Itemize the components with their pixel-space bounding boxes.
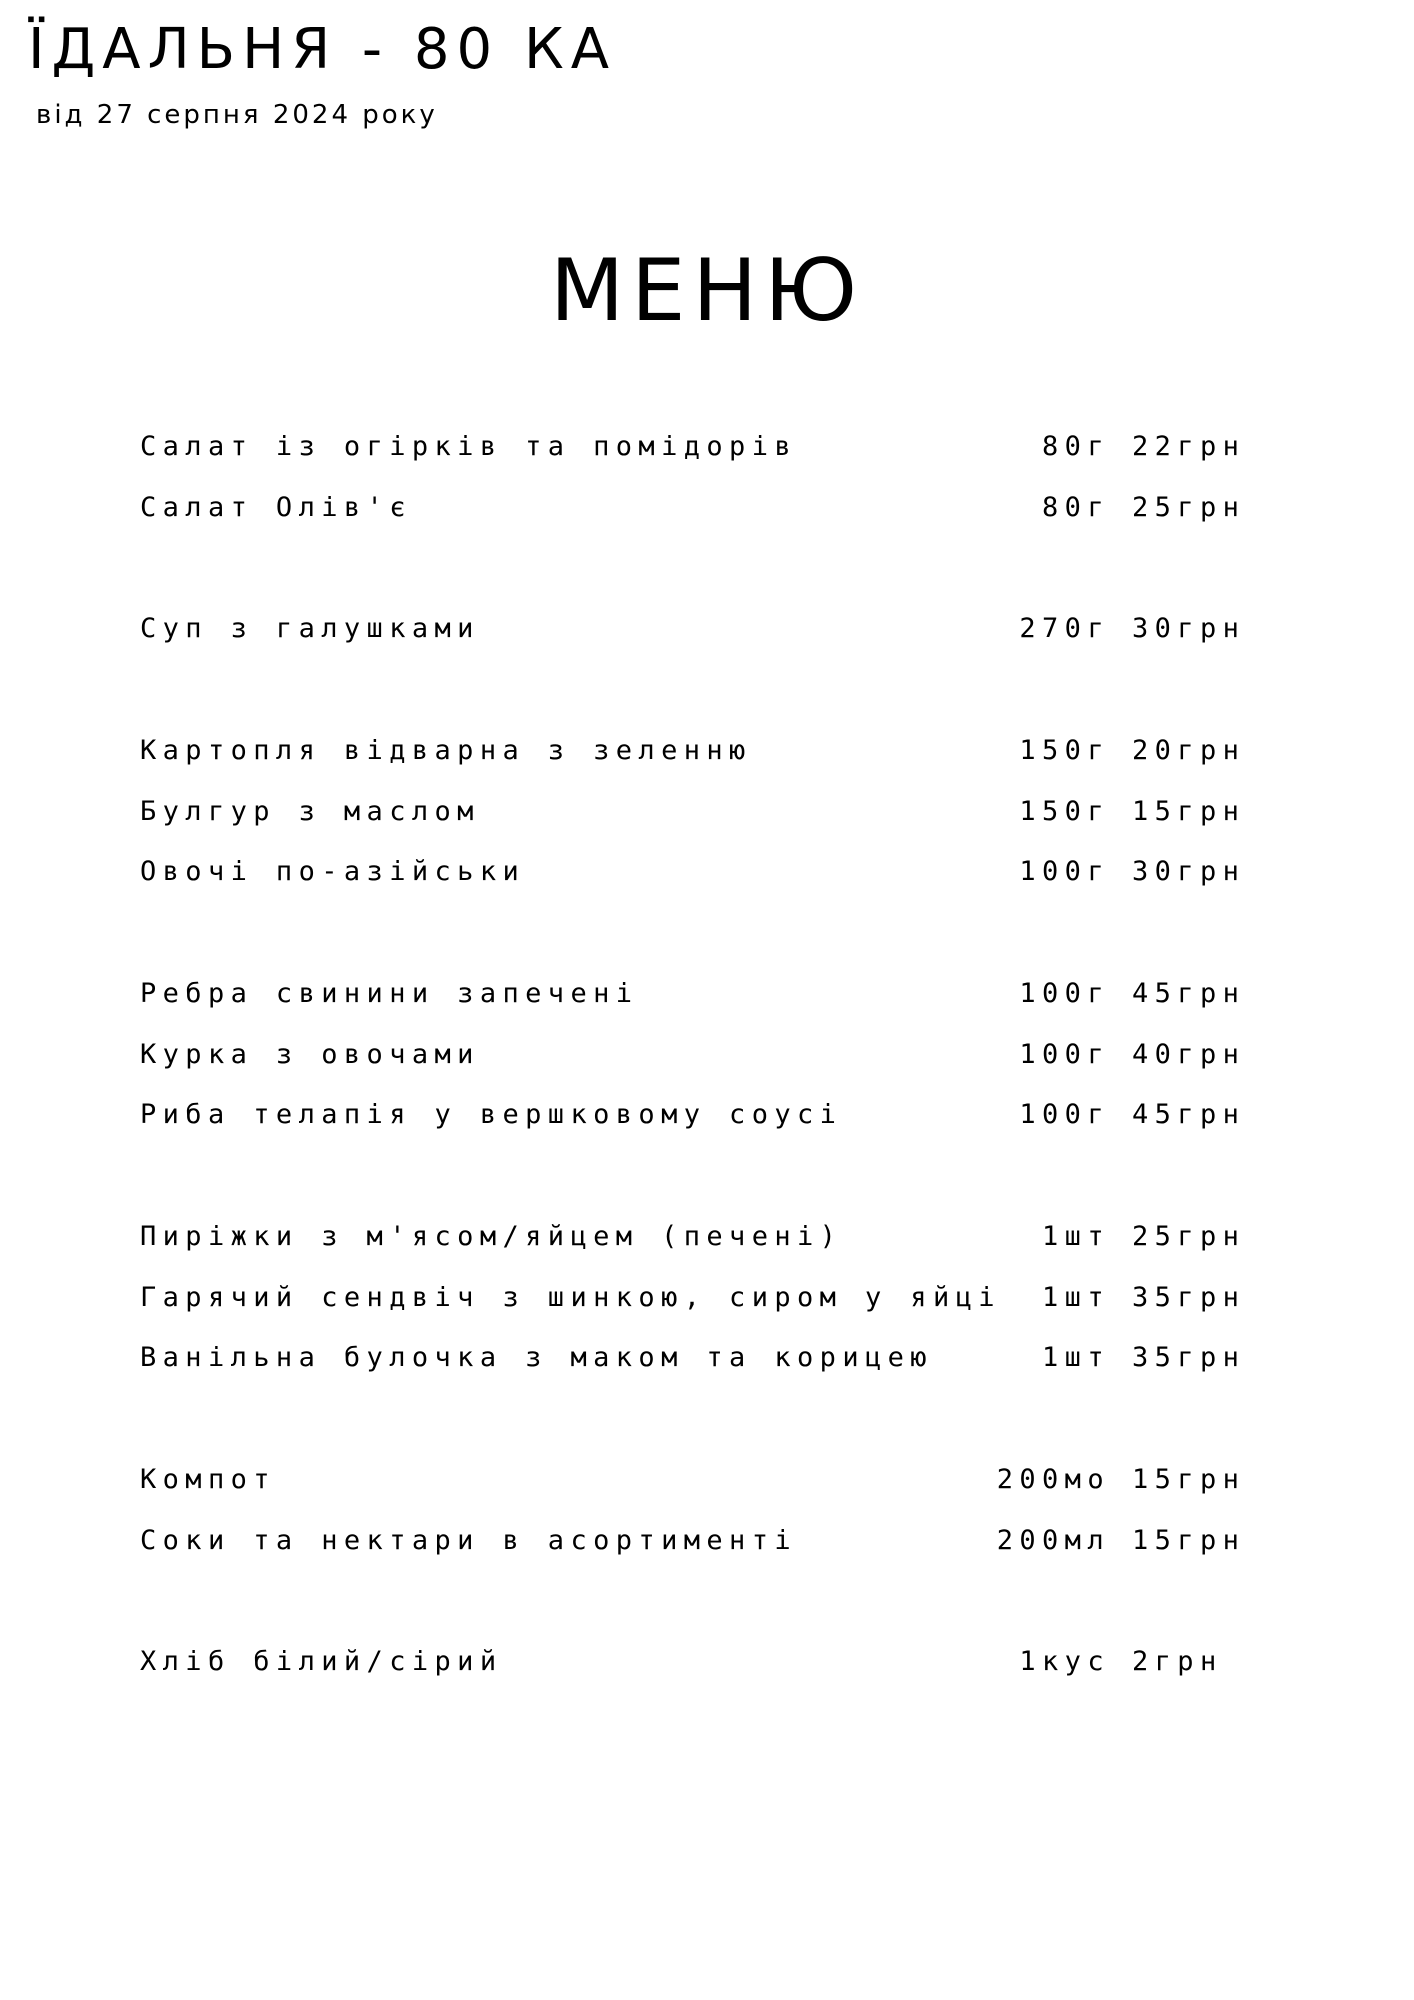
item-name: Суп з галушками <box>140 613 480 644</box>
item-name: Ванільна булочка з маком та корицею <box>140 1342 933 1373</box>
item-price: 25грн <box>1132 1221 1246 1252</box>
menu-item <box>140 792 1260 832</box>
item-portion: 100г <box>1019 1099 1110 1130</box>
item-portion: 1шт <box>1042 1282 1110 1313</box>
item-name: Компот <box>140 1464 276 1495</box>
item-name: Риба телапія у вершковому соусі <box>140 1099 843 1130</box>
menu-item <box>140 609 1260 649</box>
menu-item <box>140 427 1260 467</box>
item-price: 15грн <box>1132 1525 1246 1556</box>
menu-item <box>140 1338 1260 1378</box>
item-name: Овочі по-азійськи <box>140 856 526 887</box>
item-name: Булгур з маслом <box>140 796 480 827</box>
item-name: Хліб білий/сірий <box>140 1646 503 1677</box>
item-price: 30грн <box>1132 856 1246 887</box>
item-price: 2грн <box>1132 1646 1223 1677</box>
item-name: Салат Олів'є <box>140 492 412 523</box>
item-price: 30грн <box>1132 613 1246 644</box>
item-portion: 100г <box>1019 978 1110 1009</box>
menu-item <box>140 1460 1260 1500</box>
item-portion: 200мл <box>996 1525 1110 1556</box>
menu-item <box>140 852 1260 892</box>
item-portion: 100г <box>1019 856 1110 887</box>
item-price: 45грн <box>1132 1099 1246 1130</box>
item-portion: 100г <box>1019 1039 1110 1070</box>
item-portion: 80г <box>1042 492 1110 523</box>
menu-item <box>140 974 1260 1014</box>
cafeteria-title: ЇДАЛЬНЯ - 80 КА <box>28 17 617 82</box>
item-price: 22грн <box>1132 431 1246 462</box>
menu-item <box>140 1217 1260 1257</box>
item-price: 25грн <box>1132 492 1246 523</box>
item-name: Пиріжки з м'ясом/яйцем (печені) <box>140 1221 843 1252</box>
item-price: 35грн <box>1132 1342 1246 1373</box>
menu-item <box>140 1035 1260 1075</box>
item-portion: 270г <box>1019 613 1110 644</box>
menu-item <box>140 1095 1260 1135</box>
item-price: 15грн <box>1132 1464 1246 1495</box>
date-subtitle: від 27 серпня 2024 року <box>36 100 438 130</box>
item-portion: 80г <box>1042 431 1110 462</box>
menu-item <box>140 488 1260 528</box>
menu-item <box>140 1642 1260 1682</box>
item-portion: 150г <box>1019 735 1110 766</box>
item-price: 15грн <box>1132 796 1246 827</box>
item-portion: 1шт <box>1042 1342 1110 1373</box>
menu-item <box>140 1278 1260 1318</box>
item-price: 35грн <box>1132 1282 1246 1313</box>
item-name: Соки та нектари в асортименті <box>140 1525 798 1556</box>
item-price: 45грн <box>1132 978 1246 1009</box>
menu-item <box>140 731 1260 771</box>
item-price: 40грн <box>1132 1039 1246 1070</box>
item-name: Курка з овочами <box>140 1039 480 1070</box>
item-name: Гарячий сендвіч з шинкою, сиром у яйці <box>140 1282 1001 1313</box>
item-name: Салат із огірків та помідорів <box>140 431 798 462</box>
item-name: Картопля відварна з зеленню <box>140 735 752 766</box>
item-name: Ребра свинини запечені <box>140 978 639 1009</box>
item-portion: 1кус <box>1019 1646 1110 1677</box>
item-portion: 200мо <box>996 1464 1110 1495</box>
item-price: 20грн <box>1132 735 1246 766</box>
menu-item <box>140 1521 1260 1561</box>
item-portion: 1шт <box>1042 1221 1110 1252</box>
item-portion: 150г <box>1019 796 1110 827</box>
menu-heading: МЕНЮ <box>549 241 865 341</box>
